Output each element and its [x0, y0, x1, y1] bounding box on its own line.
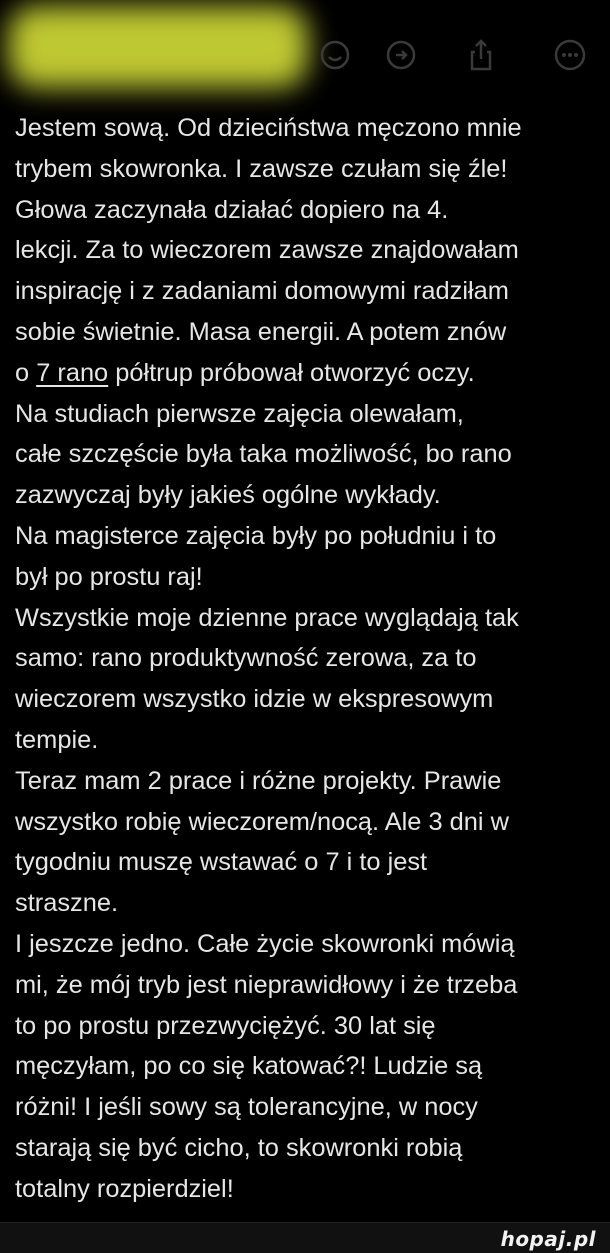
circle-arrow-icon[interactable]	[382, 36, 420, 74]
note-line: wszystko robię wieczorem/nocą. Ale 3 dni w	[15, 807, 509, 836]
note-line: tempie.	[15, 725, 99, 754]
note-line: tygodniu muszę wstawać o 7 i to jest	[15, 848, 428, 877]
top-toolbar	[0, 0, 610, 100]
note-line: wieczorem wszystko idzie w ekspresowym	[15, 685, 494, 714]
note-line: Głowa zaczynała działać dopiero na 4.	[15, 195, 449, 224]
note-line: inspirację i z zadaniami domowymi radziłam	[15, 277, 509, 306]
note-line: sobie świetnie. Masa energii. A potem znów	[15, 317, 507, 346]
note-line: zazwyczaj były jakieś ogólne wykłady.	[15, 481, 441, 510]
emoji-icon[interactable]	[316, 36, 354, 74]
note-body[interactable]	[15, 108, 600, 1210]
censored-title-blur	[8, 6, 308, 88]
note-line	[15, 353, 600, 394]
note-line: Teraz mam 2 prace i różne projekty. Prawie	[15, 766, 502, 795]
note-line: całe szczęście była taka możliwość, bo rano	[15, 440, 512, 469]
share-icon[interactable]	[462, 36, 500, 74]
site-watermark: hopaj.pl	[500, 1227, 596, 1251]
note-line: Na magisterce zajęcia były po południu i to	[15, 521, 497, 550]
note-line: Wszystkie moje dzienne prace wyglądają tak	[15, 603, 519, 632]
note-line: różni! I jeśli sowy są tolerancyjne, w nocy	[15, 1093, 478, 1122]
note-line: I jeszcze jedno. Całe życie skowronki mówią	[15, 929, 515, 958]
note-line: męczyłam, po co się katować?! Ludzie są	[15, 1052, 483, 1081]
note-line: Jestem sową. Od dzieciństwa męczono mnie	[15, 114, 522, 142]
note-line: Na studiach pierwsze zajęcia olewałam,	[15, 399, 464, 428]
more-options-icon[interactable]	[551, 36, 589, 74]
note-line: to po prostu przezwyciężyć. 30 lat się	[15, 1011, 436, 1040]
note-text-fragment: o	[15, 358, 37, 387]
footer-bar	[0, 1222, 610, 1253]
note-line: lekcji. Za to wieczorem zawsze znajdowałam	[15, 236, 519, 265]
note-line: był po prostu raj!	[15, 562, 203, 591]
note-line: mi, że mój tryb jest nieprawidłowy i że trzeba	[15, 970, 518, 999]
note-line: samo: rano produktywność zerowa, za to	[15, 644, 477, 673]
note-line: straszne.	[15, 889, 119, 918]
note-text-fragment: półtrup próbował otworzyć oczy.	[108, 358, 475, 387]
note-line: starają się być cicho, to skowronki robią	[15, 1133, 463, 1162]
note-line: trybem skowronka. I zawsze czułam się źle!	[15, 154, 508, 183]
note-line: totalny rozpierdziel!	[15, 1174, 234, 1203]
time-link[interactable]: 7 rano	[36, 358, 109, 387]
